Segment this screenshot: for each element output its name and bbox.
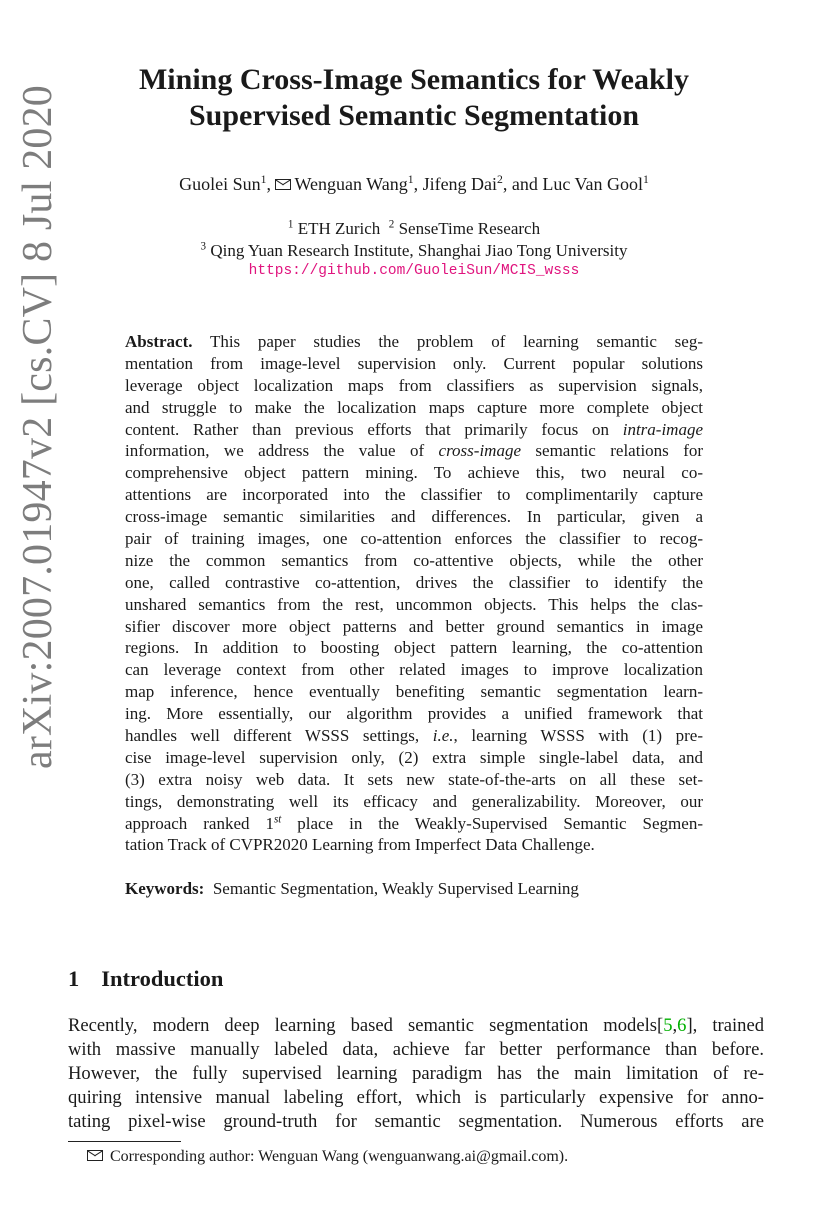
introduction-body: Recently, modern deep learning based semantic segmentation models[5,6], trained with massive manually labeled data, achieve far better performance than before. However, the fully supervised learning paradigm has the main limitation of re- quiring intensive manual labeling effort, which is particularly expensive for anno- tating pixel-wise ground-truth for semantic segmentation. Numerous efforts are (68, 1015, 764, 1132)
code-url-link[interactable]: https://github.com/GuoleiSun/MCIS_wsss (248, 263, 580, 279)
arxiv-stamp-text: arXiv:2007.01947v2 [cs.CV] 8 Jul 2020 (15, 84, 61, 770)
footnote-text: Corresponding author: Wenguan Wang (wenguanwang.ai@gmail.com). (110, 1148, 569, 1165)
envelope-icon (87, 1150, 103, 1161)
author-list: Guolei Sun$^1$, Wenguan Wang$^1$, Jifeng Dai$^2$, and Luc Van Gool$^1$ (179, 173, 649, 194)
author-3: Jifeng Dai (422, 174, 498, 194)
keywords-text: Semantic Segmentation, Weakly Supervised Learning (212, 879, 579, 898)
affiliation-line-2: $^3$ Qing Yuan Research Institute, Shanghai Jiao Tong University (200, 240, 628, 260)
author-2-affil: 1 (407, 173, 414, 186)
section-number: 1 (68, 966, 80, 991)
abstract-label: Abstract. (125, 332, 193, 351)
affiliation-eth: ETH Zurich (297, 219, 381, 238)
section-title: Introduction (101, 966, 224, 991)
envelope-icon (275, 179, 291, 190)
citation-link-6[interactable]: 6 (677, 1015, 687, 1036)
author-3-affil: 2 (497, 173, 503, 186)
section-heading-introduction (68, 966, 223, 992)
footnote-rule (68, 1141, 181, 1142)
author-2: Wenguan Wang (294, 174, 408, 194)
keywords (125, 879, 579, 899)
abstract: Abstract. This paper studies the problem of learning semantic seg- mentation from image-level supervision only. Current popular solutions leverage object localization maps from classifiers as supervision signals, and struggle to make the localization maps capture more complete object content. Rather than previous efforts that primarily focus on intra-image information, we address the value of cross-image semantic relations for comprehensive object pattern mining. To achieve this, two neural co- attentions are incorporated into the classifier to complimentarily capture cross-image semantic similarities and differences. In particular, given a pair of training images, one co-attention enforces the classifier to recog- nize the common semantics from co-attentive objects, while the other one, called contrastive co-attention, drives the classifier to identify the unshared semantics from the rest, uncommon objects. This helps the clas- sifier discover more object patterns and better ground semantics in image regions. In addition to boosting object pattern learning, the co-attention can leverage context from other related images to improve localization map inference, hence eventually benefiting semantic segmentation learn- ing. More essentially, our algorithm provides a unified framework that handles well different WSSS settings, i.e., learning WSSS with (1) pre- cise image-level supervision only, (2) extra simple single-label data, and (3) extra noisy web data. It sets new state-of-the-arts on all these set- tings, demonstrating well its efficacy and generalizability. Moreover, our approach ranked 1st place in the Weakly-Supervised Semantic Segmen- tation Track of CVPR2020 Learning from Imperfect Data Challenge. (125, 332, 704, 855)
footnote (87, 1148, 568, 1166)
author-4: Luc Van Gool (542, 174, 644, 194)
author-1-affil: 1 (260, 173, 267, 186)
citation-link-5[interactable]: 5 (663, 1015, 673, 1036)
title-line-2: Supervised Semantic Segmentation (189, 99, 639, 132)
paper-title (80, 62, 748, 134)
arxiv-identifier-stamp (8, 84, 68, 770)
affiliation-qingyuan: Qing Yuan Research Institute, Shanghai Jiao Tong University (210, 241, 628, 260)
author-4-affil: 1 (643, 173, 649, 186)
keywords-label: Keywords: (125, 879, 205, 898)
affiliation-line-1: $^1$ ETH Zurich $^2$ SenseTime Research (287, 218, 541, 238)
title-line-1: Mining Cross-Image Semantics for Weakly (138, 63, 689, 96)
affiliation-sensetime: SenseTime Research (398, 219, 541, 238)
author-1: Guolei Sun (179, 174, 261, 194)
